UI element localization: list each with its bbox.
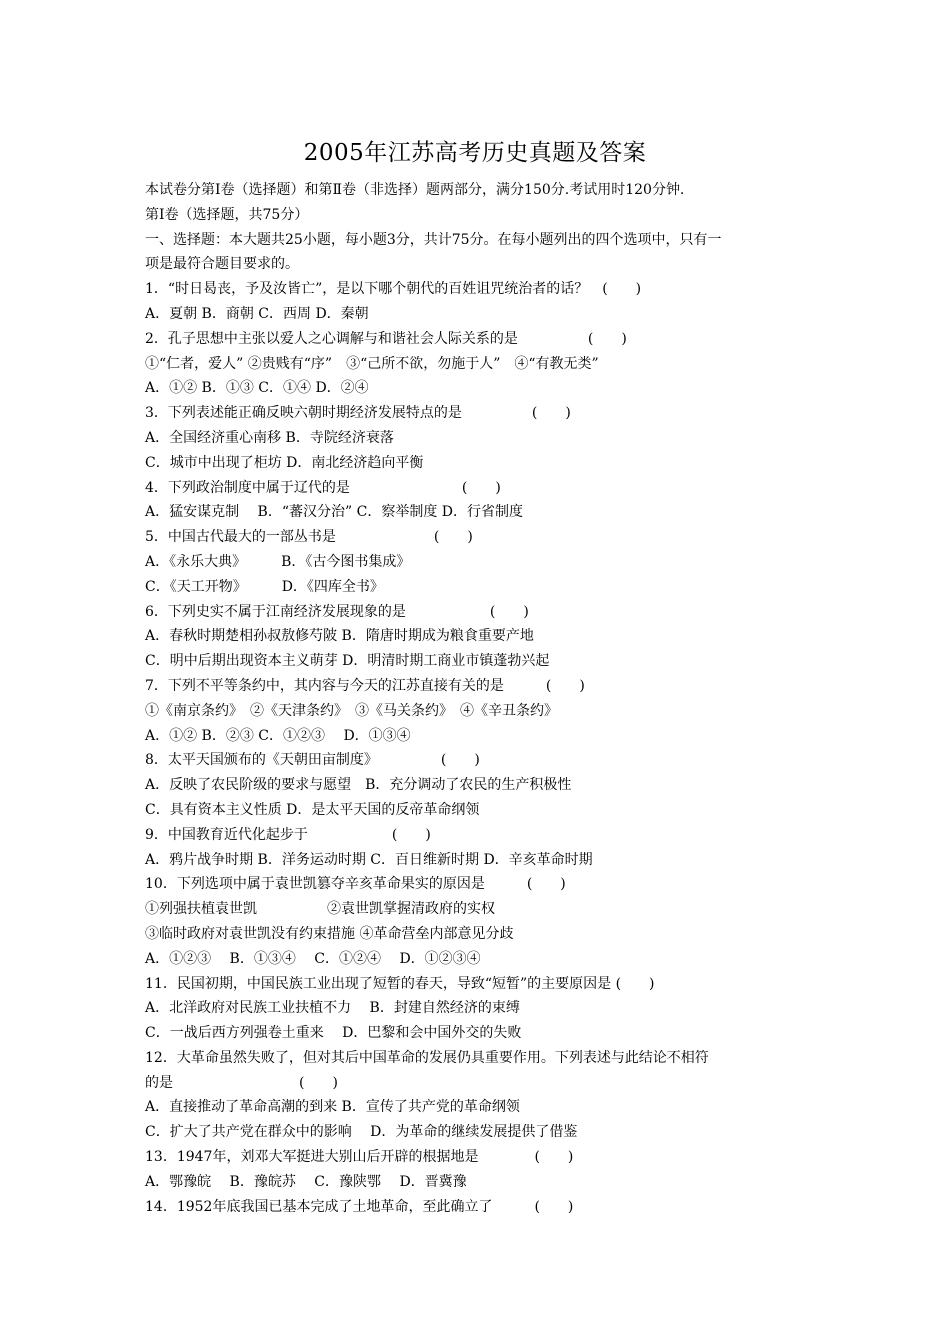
text-line: 8．太平天国颁布的《天朝田亩制度》 ( ): [145, 752, 480, 769]
text-line: 13．1947年，刘邓大军挺进大别山后开辟的根据地是 ( ): [145, 1149, 574, 1166]
text-line: 7．下列不平等条约中，其内容与今天的江苏直接有关的是 ( ): [145, 677, 585, 694]
text-line: C．一战后西方列强卷土重来 D．巴黎和会中国外交的失败: [145, 1025, 522, 1042]
text-line: A．①② B．①③ C．①④ D．②④: [145, 380, 369, 397]
text-line: C．扩大了共产党在群众中的影响 D．为革命的继续发展提供了借鉴: [145, 1124, 578, 1141]
text-line: 项是最符合题目要求的。: [145, 256, 299, 273]
text-line: 的是 ( ): [145, 1074, 338, 1091]
text-line: ①列强扶植袁世凯 ②袁世凯掌握清政府的实权: [145, 901, 495, 918]
text-line: 1．“时日曷丧，予及汝皆亡”，是以下哪个朝代的百姓诅咒统治者的话？ ( ): [145, 281, 642, 298]
text-line: ①《南京条约》 ②《天津条约》 ③《马关条约》 ④《辛丑条约》: [145, 702, 558, 719]
text-line: A．猛安谋克制 B．“蕃汉分治” C．察举制度 D．行省制度: [145, 504, 523, 521]
text-line: A．春秋时期楚相孙叔敖修芍陂 B．隋唐时期成为粮食重要产地: [145, 628, 534, 645]
text-line: A．鄂豫皖 B．豫皖苏 C．豫陕鄂 D．晋冀豫: [145, 1173, 467, 1190]
text-line: 5．中国古代最大的一部丛书是 ( ): [145, 529, 473, 546]
text-line: A．①②③ B．①③④ C．①②④ D．①②③④: [145, 950, 481, 967]
text-line: A．①② B．②③ C．①②③ D．①③④: [145, 727, 411, 744]
text-line: 9．中国教育近代化起步于 ( ): [145, 826, 431, 843]
text-line: A．反映了农民阶级的要求与愿望 B．充分调动了农民的生产积极性: [145, 777, 572, 794]
text-line: A．全国经济重心南移 B．寺院经济衰落: [145, 429, 394, 446]
text-line: 2．孔子思想中主张以爱人之心调解与和谐社会人际关系的是 ( ): [145, 330, 627, 347]
text-line: ③临时政府对袁世凯没有约束措施 ④革命营垒内部意见分歧: [145, 925, 514, 942]
text-line: C．具有资本主义性质 D．是太平天国的反帝革命纲领: [145, 801, 480, 818]
text-line: C．城市中出现了柜坊 D．南北经济趋向平衡: [145, 454, 424, 471]
document-body: [145, 178, 815, 1219]
page-title: 2005年江苏高考历史真题及答案: [303, 140, 647, 166]
text-line: 第Ⅰ卷（选择题，共75分）: [145, 206, 309, 223]
text-line: A．直接推动了革命高潮的到来 B．宣传了共产党的革命纲领: [145, 1099, 520, 1116]
text-line: 本试卷分第Ⅰ卷（选择题）和第Ⅱ卷（非选择）题两部分，满分150分.考试用时120分钟.: [145, 182, 685, 198]
text-line: A．鸦片战争时期 B．洋务运动时期 C．百日维新时期 D．辛亥革命时期: [145, 851, 593, 868]
text-line: C．《天工开物》 D．《四库全书》: [145, 578, 384, 595]
text-line: 11．民国初期，中国民族工业出现了短暂的春天，导致“短暂”的主要原因是 ( ): [145, 975, 655, 992]
text-line: 4．下列政治制度中属于辽代的是 ( ): [145, 479, 501, 496]
text-line: 6．下列史实不属于江南经济发展现象的是 ( ): [145, 603, 529, 620]
text-line: ①“仁者，爱人” ②贵贱有“序” ③“己所不欲，勿施于人” ④“有教无类”: [145, 355, 599, 372]
text-line: A．北洋政府对民族工业扶植不力 B．封建自然经济的束缚: [145, 1000, 520, 1017]
text-line: 3．下列表述能正确反映六朝时期经济发展特点的是 ( ): [145, 405, 571, 422]
text-line: C．明中后期出现资本主义萌芽 D．明清时期工商业市镇蓬勃兴起: [145, 653, 550, 670]
text-line: 10．下列选项中属于袁世凯篡夺辛亥革命果实的原因是 ( ): [145, 876, 566, 893]
text-line: 一、选择题：本大题共25小题，每小题3分，共计75分。在每小题列出的四个选项中，只有一: [145, 231, 722, 248]
text-line: A．《永乐大典》 B．《古今图书集成》: [145, 553, 411, 570]
text-line: A．夏朝 B．商朝 C．西周 D．秦朝: [145, 305, 369, 322]
text-line: 12．大革命虽然失败了，但对其后中国革命的发展仍具重要作用。下列表述与此结论不相符: [145, 1049, 709, 1066]
text-line: 14．1952年底我国已基本完成了土地革命，至此确立了 ( ): [145, 1198, 574, 1215]
